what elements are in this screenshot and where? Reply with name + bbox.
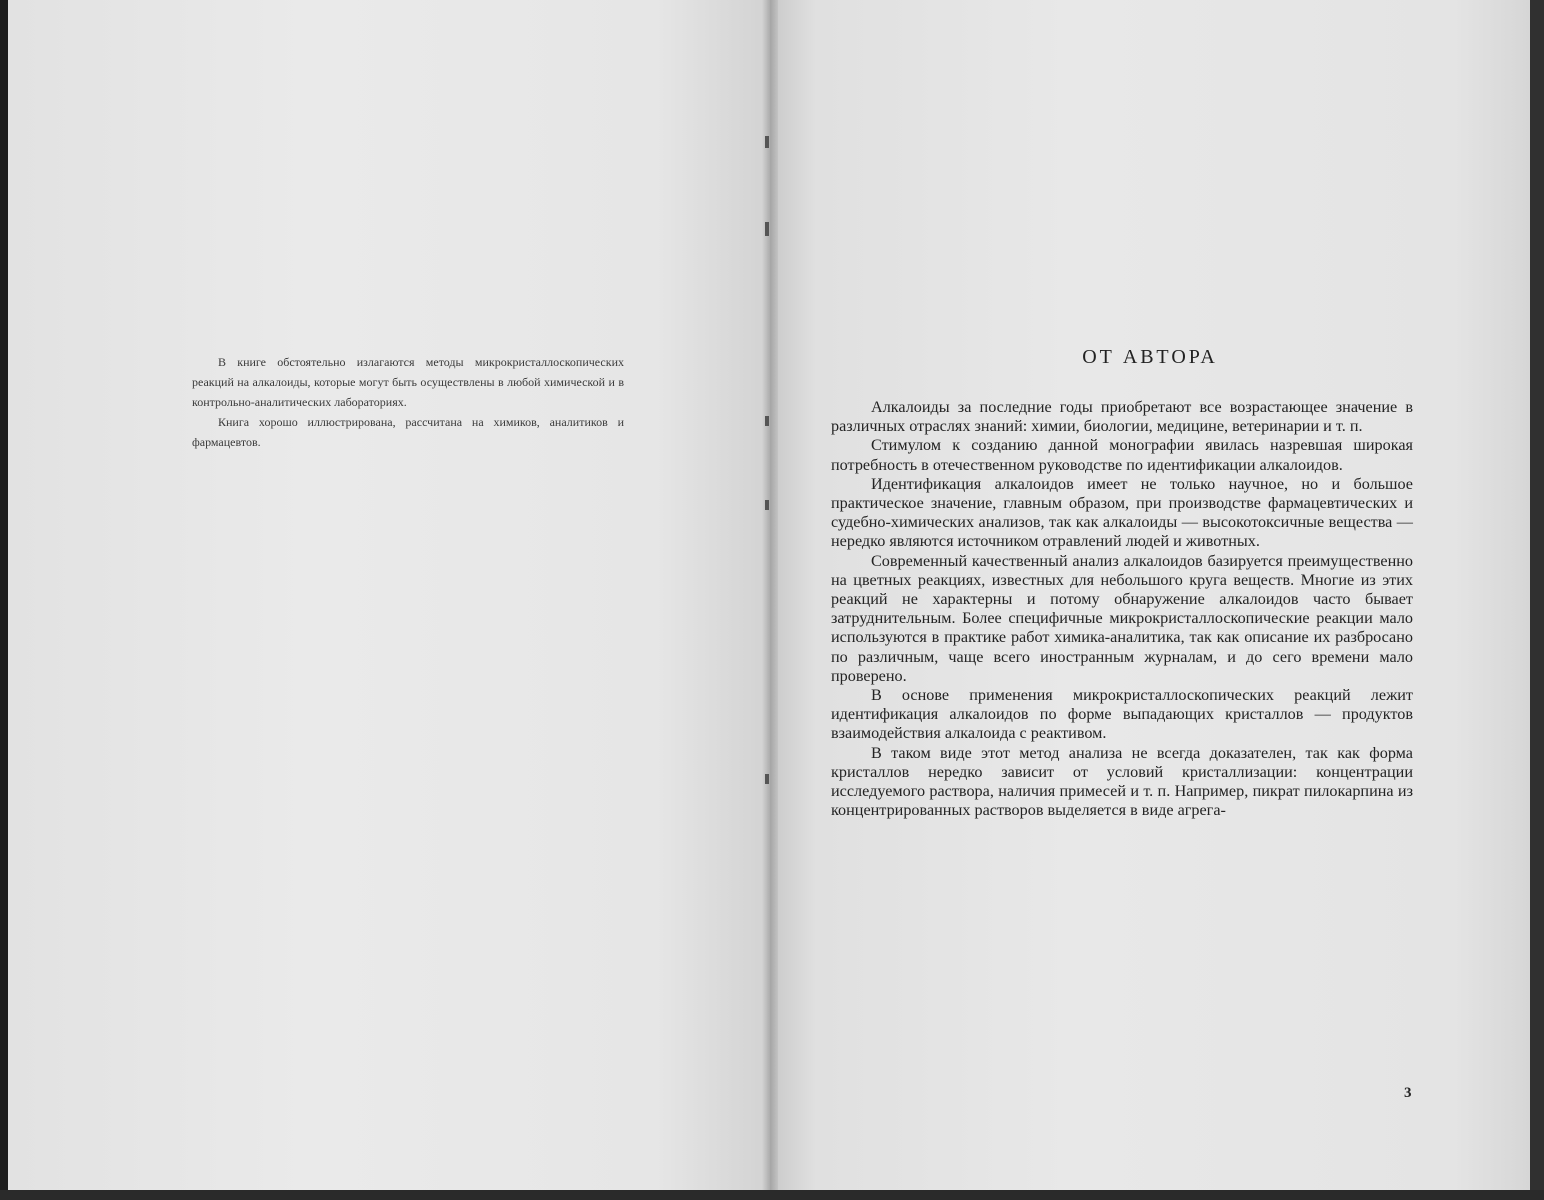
page-number: 3 (1404, 1085, 1412, 1101)
preface-body (831, 398, 1413, 820)
book-edge-bottom (0, 1190, 1544, 1200)
preface-paragraph: Идентификация алкалоидов имеет не только научное, но и большое практическое значение, главным образом, при производстве фармацевтических и судебно-химических анализов, так как алкалоиды — высокотоксичные вещества — нередко являются источником отравлений людей и животных. (831, 474, 1413, 551)
preface-paragraph: В основе применения микрокристаллоскопических реакций лежит идентификация алкалоидов по форме выпадающих кристаллов — продуктов взаимодействия алкалоида с реактивом. (831, 686, 1413, 743)
gutter-mark (765, 416, 769, 426)
preface-heading: ОТ АВТОРА (1082, 346, 1218, 368)
gutter-mark (765, 222, 769, 236)
preface-paragraph: Современный качественный анализ алкалоидов базируется преимущественно на цветных реакциях, известных для небольшого круга веществ. Многие из этих реакций не характерны и потому обнаружение алкалоидов часто бывает затруднительным. Более специфичные микрокристаллоскопические реакции мало используются в практике работ химика-аналитика, так как описание их разбросано по различным, чаще всего иностранным журналам, и до сего времени мало проверено. (831, 551, 1413, 685)
book-gutter (762, 0, 778, 1190)
preface-paragraph: Стимулом к созданию данной монографии явилась назревшая широкая потребность в отечественном руководстве по идентификации алкалоидов. (831, 436, 1413, 474)
book-annotation (192, 352, 624, 452)
gutter-mark (765, 500, 769, 510)
annotation-paragraph: В книге обстоятельно излагаются методы микрокристаллоскопических реакций на алкалоиды, которые могут быть осуществлены в любой химической и в контрольно-аналитических лабораториях. (192, 355, 624, 409)
gutter-mark (765, 774, 769, 784)
annotation-paragraph: Книга хорошо иллюстрирована, рассчитана на химиков, аналитиков и фармацевтов. (192, 415, 624, 449)
book-edge-right (1530, 0, 1544, 1200)
gutter-mark (765, 136, 769, 148)
preface-paragraph: В таком виде этот метод анализа не всегда доказателен, так как форма кристаллов нередко зависит от условий кристаллизации: концентрации исследуемого раствора, наличия примесей и т. п. Например, пикрат пилокарпина из концентрированных растворов выделяется в виде агрега- (831, 743, 1413, 820)
preface-paragraph: Алкалоиды за последние годы приобретают все возрастающее значение в различных отраслях знаний: химии, биологии, медицине, ветеринарии и т. п. (831, 398, 1413, 436)
left-page (8, 0, 770, 1190)
